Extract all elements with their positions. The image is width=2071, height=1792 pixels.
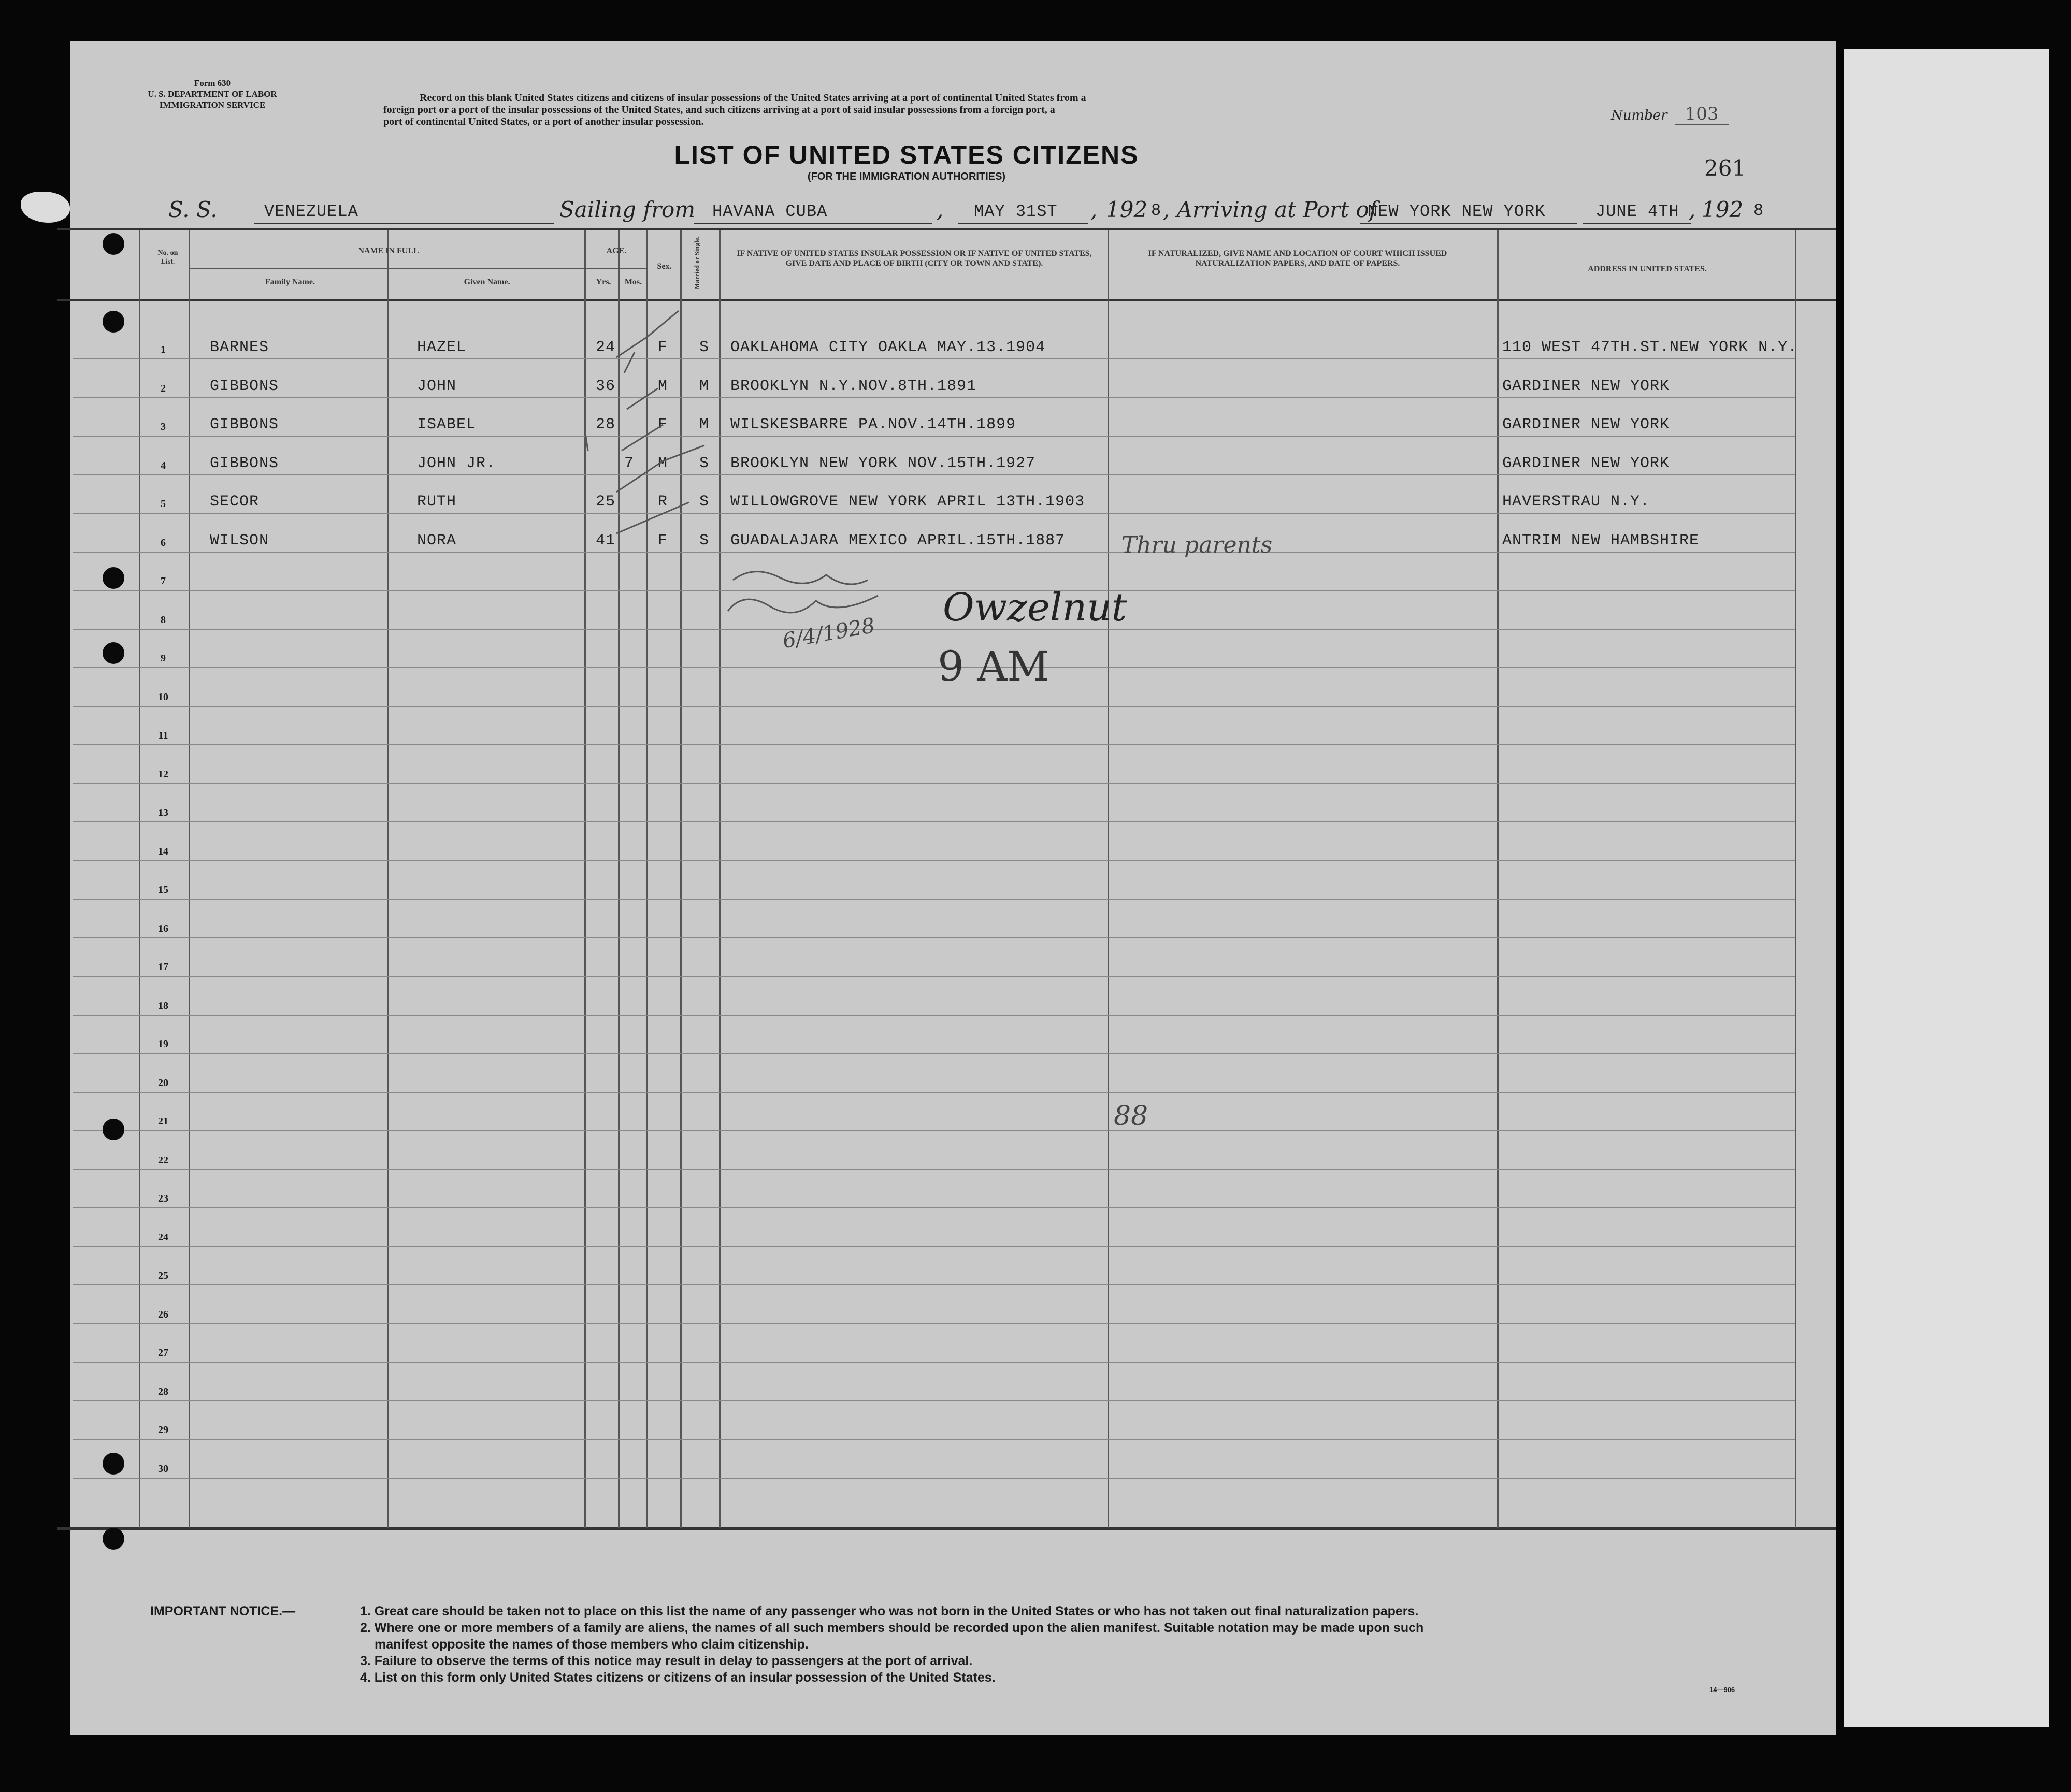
- check-marks: [585, 295, 741, 544]
- notice-items: [360, 1603, 1423, 1686]
- form-number: Form 630: [194, 78, 231, 88]
- cell-sex: F: [658, 416, 668, 433]
- punch-hole: [103, 1528, 124, 1550]
- number-value: 103: [1675, 104, 1729, 125]
- row-rule: [73, 899, 1795, 900]
- name-subdivider: [189, 268, 586, 269]
- row-number: 16: [158, 922, 168, 934]
- cell-family: SECOR: [210, 493, 260, 511]
- notice-block: [150, 1603, 295, 1620]
- row-number: 26: [158, 1308, 168, 1320]
- row-rule: [73, 629, 1795, 630]
- notice-item: manifest opposite the names of those members who claim citizenship.: [375, 1637, 809, 1652]
- row-number: 2: [161, 382, 166, 394]
- arrive-date: JUNE 4TH: [1595, 202, 1679, 221]
- cell-family: GIBBONS: [210, 454, 279, 472]
- row-number: 9: [161, 653, 166, 664]
- signature: Owzelnut: [943, 585, 1127, 630]
- row-rule: [73, 436, 1795, 437]
- scribble-svg: [723, 559, 904, 632]
- row-rule: [73, 1439, 1795, 1440]
- col-family: Family Name.: [265, 278, 315, 286]
- row-rule: [73, 590, 1795, 591]
- col-naturalized: IF NATURALIZED, GIVE NAME AND LOCATION OF COURT WHICH ISSUED NATURALIZATION PAPERS, AND DATE OF PAPERS.: [1148, 249, 1447, 268]
- arrive-underline: [1583, 223, 1691, 224]
- cell-ms: S: [699, 339, 710, 356]
- cell-family: GIBBONS: [210, 377, 279, 395]
- comma: ,: [1689, 197, 1696, 222]
- column-rule: [189, 230, 190, 1528]
- cell-given: JOHN JR.: [417, 454, 496, 472]
- arriving-label: , Arriving at Port of: [1163, 197, 1377, 222]
- manifest-sheet: [70, 41, 1836, 1735]
- service: IMMIGRATION SERVICE: [159, 100, 266, 110]
- department: U. S. DEPARTMENT OF LABOR: [148, 89, 277, 99]
- row-number: 7: [161, 575, 166, 587]
- cell-birth: BROOKLYN NEW YORK NOV.15TH.1927: [730, 454, 1036, 472]
- notice-item: 3. Failure to observe the terms of this notice may result in delay to passengers at the port of arrival.: [360, 1654, 973, 1668]
- cell-birth: BROOKLYN N.Y.NOV.8TH.1891: [730, 377, 977, 395]
- row-rule: [73, 1015, 1795, 1016]
- cell-yrs: 41: [596, 531, 616, 550]
- arrive-year-prefix: 192: [1702, 197, 1744, 222]
- cell-address: HAVERSTRAU N.Y.: [1502, 493, 1650, 511]
- row-rule: [73, 976, 1795, 977]
- cell-yrs: 36: [596, 377, 616, 395]
- column-rule: [1795, 230, 1796, 1528]
- col-name-in-full: NAME IN FULL: [358, 247, 419, 255]
- punch-hole: [103, 642, 124, 664]
- row-rule: [73, 783, 1795, 784]
- row-number: 29: [158, 1424, 168, 1436]
- row-number: 27: [158, 1347, 168, 1359]
- check-marks-svg: [585, 295, 741, 544]
- cell-family: WILSON: [210, 531, 269, 550]
- col-no: No. on List.: [157, 249, 178, 266]
- notice-item: 4. List on this form only United States citizens or citizens of an insular possession of the United States.: [360, 1670, 996, 1685]
- to-port: NEW YORK NEW YORK: [1368, 202, 1546, 221]
- row-number: 12: [158, 768, 168, 780]
- row-number: 1: [161, 344, 166, 355]
- notice-heading: IMPORTANT NOTICE.—: [150, 1604, 296, 1618]
- row-number: 25: [158, 1270, 168, 1281]
- cell-yrs: 25: [596, 493, 616, 511]
- cell-ms: M: [699, 377, 710, 395]
- row-number: 13: [158, 807, 168, 818]
- col-yrs: Yrs.: [596, 278, 611, 286]
- row-rule: [73, 860, 1795, 861]
- col-birth: IF NATIVE OF UNITED STATES INSULAR POSSESSION OR IF NATIVE OF UNITED STATES, GIVE DATE AND PLACE OF BIRTH (CITY OR TOWN AND STATE).: [737, 249, 1092, 268]
- paper-scrap: [21, 192, 70, 223]
- punch-hole: [103, 1453, 124, 1475]
- punch-hole: [103, 567, 124, 589]
- comma: ,: [937, 197, 944, 222]
- punch-hole: [103, 233, 124, 255]
- row-rule: [73, 1362, 1795, 1363]
- row-number: 3: [161, 421, 166, 432]
- row-number: 21: [158, 1116, 168, 1127]
- column-rule: [1497, 230, 1499, 1528]
- stamp-date: 6/4/1928: [781, 613, 877, 654]
- row-number: 6: [161, 537, 166, 548]
- col-sex: Sex.: [657, 262, 672, 271]
- notice-item: 1. Great care should be taken not to place on this list the name of any passenger who was not born in the United States or who has not taken out final naturalization papers.: [360, 1604, 1419, 1618]
- cell-ms: M: [699, 416, 710, 433]
- row-number: 11: [158, 730, 168, 741]
- notice-item: 2. Where one or more members of a family are aliens, the names of all such members should be recorded upon the alien manifest. Suitable notation may be made upon such: [360, 1621, 1424, 1635]
- row-number: 17: [158, 961, 168, 973]
- row-rule: [73, 397, 1795, 398]
- age-subdivider: [584, 268, 646, 269]
- table-bottom-border: [57, 1527, 1836, 1530]
- row-rule: [73, 1284, 1795, 1285]
- row-number: 28: [158, 1385, 168, 1397]
- sailing-label: Sailing from: [559, 197, 696, 222]
- intro-line: port of continental United States, or a port of another insular possession.: [383, 116, 704, 127]
- inspector-scribble: [723, 559, 904, 632]
- number-field: [1611, 104, 1741, 124]
- table-top-border: [57, 228, 1836, 230]
- row-number: 23: [158, 1193, 168, 1204]
- row-rule: [73, 1323, 1795, 1324]
- cell-sex: F: [658, 531, 668, 550]
- port-underline: [1360, 223, 1577, 224]
- from-underline: [694, 223, 932, 224]
- row-number: 20: [158, 1077, 168, 1089]
- from-port: HAVANA CUBA: [712, 202, 828, 221]
- row-number: 5: [161, 498, 166, 510]
- column-rule: [139, 230, 140, 1528]
- cell-family: BARNES: [210, 339, 269, 356]
- cell-sex: F: [658, 339, 668, 356]
- sail-date: MAY 31ST: [974, 202, 1058, 221]
- row-rule: [73, 1053, 1795, 1054]
- row-rule: [73, 1207, 1795, 1208]
- comma: ,: [1090, 197, 1098, 222]
- cell-given: NORA: [417, 531, 457, 550]
- cell-address: GARDINER NEW YORK: [1502, 416, 1670, 433]
- page-number: 261: [1704, 155, 1746, 181]
- cell-given: HAZEL: [417, 339, 467, 356]
- row-number: 14: [158, 845, 168, 857]
- ss-label: S. S.: [168, 197, 218, 222]
- cell-yrs: 28: [596, 416, 616, 433]
- number-label: Number: [1611, 108, 1667, 123]
- time-note: 9 AM: [938, 642, 1050, 690]
- col-age: AGE.: [606, 247, 627, 255]
- intro-text: [383, 92, 1544, 128]
- ship-name: VENEZUELA: [264, 202, 358, 221]
- print-code: 14—906: [1709, 1686, 1735, 1694]
- cell-ms: S: [699, 493, 710, 511]
- intro-line: foreign port or a port of the insular possessions of the United States, and such citizens arriving at a port of said insular possessions from a foreign port, a: [383, 104, 1055, 115]
- row-rule: [73, 474, 1795, 475]
- row-number: 15: [158, 884, 168, 895]
- col-address: ADDRESS IN UNITED STATES.: [1588, 265, 1707, 273]
- backing-page: [1844, 49, 2049, 1727]
- sail-year-prefix: 192: [1106, 197, 1148, 222]
- row-number: 10: [158, 691, 168, 703]
- cell-mos: 7: [624, 454, 635, 472]
- cell-ms: S: [699, 531, 710, 550]
- cell-address: ANTRIM NEW HAMBSHIRE: [1502, 531, 1700, 550]
- cell-ms: S: [699, 454, 710, 472]
- cell-address: GARDINER NEW YORK: [1502, 377, 1670, 395]
- row-rule: [73, 1092, 1795, 1093]
- row-rule: [73, 1478, 1795, 1479]
- col-given: Given Name.: [464, 278, 510, 286]
- row-rule: [73, 937, 1795, 938]
- margin-number: 88: [1114, 1101, 1148, 1132]
- cell-sex: R: [658, 493, 668, 511]
- page-subtitle: (FOR THE IMMIGRATION AUTHORITIES): [807, 171, 1006, 182]
- page-title: LIST OF UNITED STATES CITIZENS: [674, 140, 1139, 169]
- header-bottom-border: [57, 299, 1836, 301]
- row-number: 24: [158, 1231, 168, 1243]
- cell-address: GARDINER NEW YORK: [1502, 454, 1670, 472]
- row-rule: [73, 744, 1795, 745]
- row-rule: [73, 513, 1795, 514]
- cell-family: GIBBONS: [210, 416, 279, 433]
- cell-yrs: 24: [596, 339, 616, 356]
- row-rule: [73, 1169, 1795, 1170]
- row-number: 18: [158, 1000, 168, 1011]
- sail-year-digit: 8: [1151, 201, 1162, 220]
- cell-birth: WILSKESBARRE PA.NOV.14TH.1899: [730, 416, 1016, 433]
- row-rule: [73, 667, 1795, 668]
- cell-birth: WILLOWGROVE NEW YORK APRIL 13TH.1903: [730, 493, 1085, 511]
- cell-sex: M: [658, 377, 668, 395]
- cell-given: RUTH: [417, 493, 457, 511]
- col-married: Married or Single.: [693, 236, 701, 290]
- cell-birth: OAKLAHOMA CITY OAKLA MAY.13.1904: [730, 339, 1046, 356]
- row-number: 8: [161, 614, 166, 626]
- cell-given: ISABEL: [417, 416, 477, 433]
- intro-line: Record on this blank United States citizens and citizens of insular possessions of the United States arriving at a port of continental United States from a: [420, 92, 1086, 104]
- row-rule: [73, 1246, 1795, 1247]
- column-rule: [1108, 230, 1109, 1528]
- punch-hole: [103, 311, 124, 333]
- row-rule: [73, 1400, 1795, 1401]
- row-rule: [73, 821, 1795, 822]
- row-rule: [73, 706, 1795, 707]
- arrive-year-digit: 8: [1753, 201, 1764, 220]
- row-rule: [73, 552, 1795, 553]
- cell-nat: Thru parents: [1121, 531, 1273, 558]
- col-mos: Mos.: [624, 278, 642, 286]
- form-header: [135, 78, 290, 110]
- row-number: 30: [158, 1463, 168, 1475]
- cell-address: 110 WEST 47TH.ST.NEW YORK N.Y.: [1502, 339, 1798, 356]
- punch-hole: [103, 1119, 124, 1140]
- row-number: 19: [158, 1038, 168, 1050]
- date-underline: [958, 223, 1088, 224]
- ship-underline: [254, 223, 554, 224]
- row-rule: [73, 1130, 1795, 1131]
- row-rule: [73, 358, 1795, 359]
- row-number: 4: [161, 459, 166, 471]
- column-rule: [387, 230, 389, 1528]
- row-number: 22: [158, 1154, 168, 1166]
- cell-birth: GUADALAJARA MEXICO APRIL.15TH.1887: [730, 531, 1066, 550]
- cell-sex: M: [658, 454, 668, 472]
- cell-given: JOHN: [417, 377, 457, 395]
